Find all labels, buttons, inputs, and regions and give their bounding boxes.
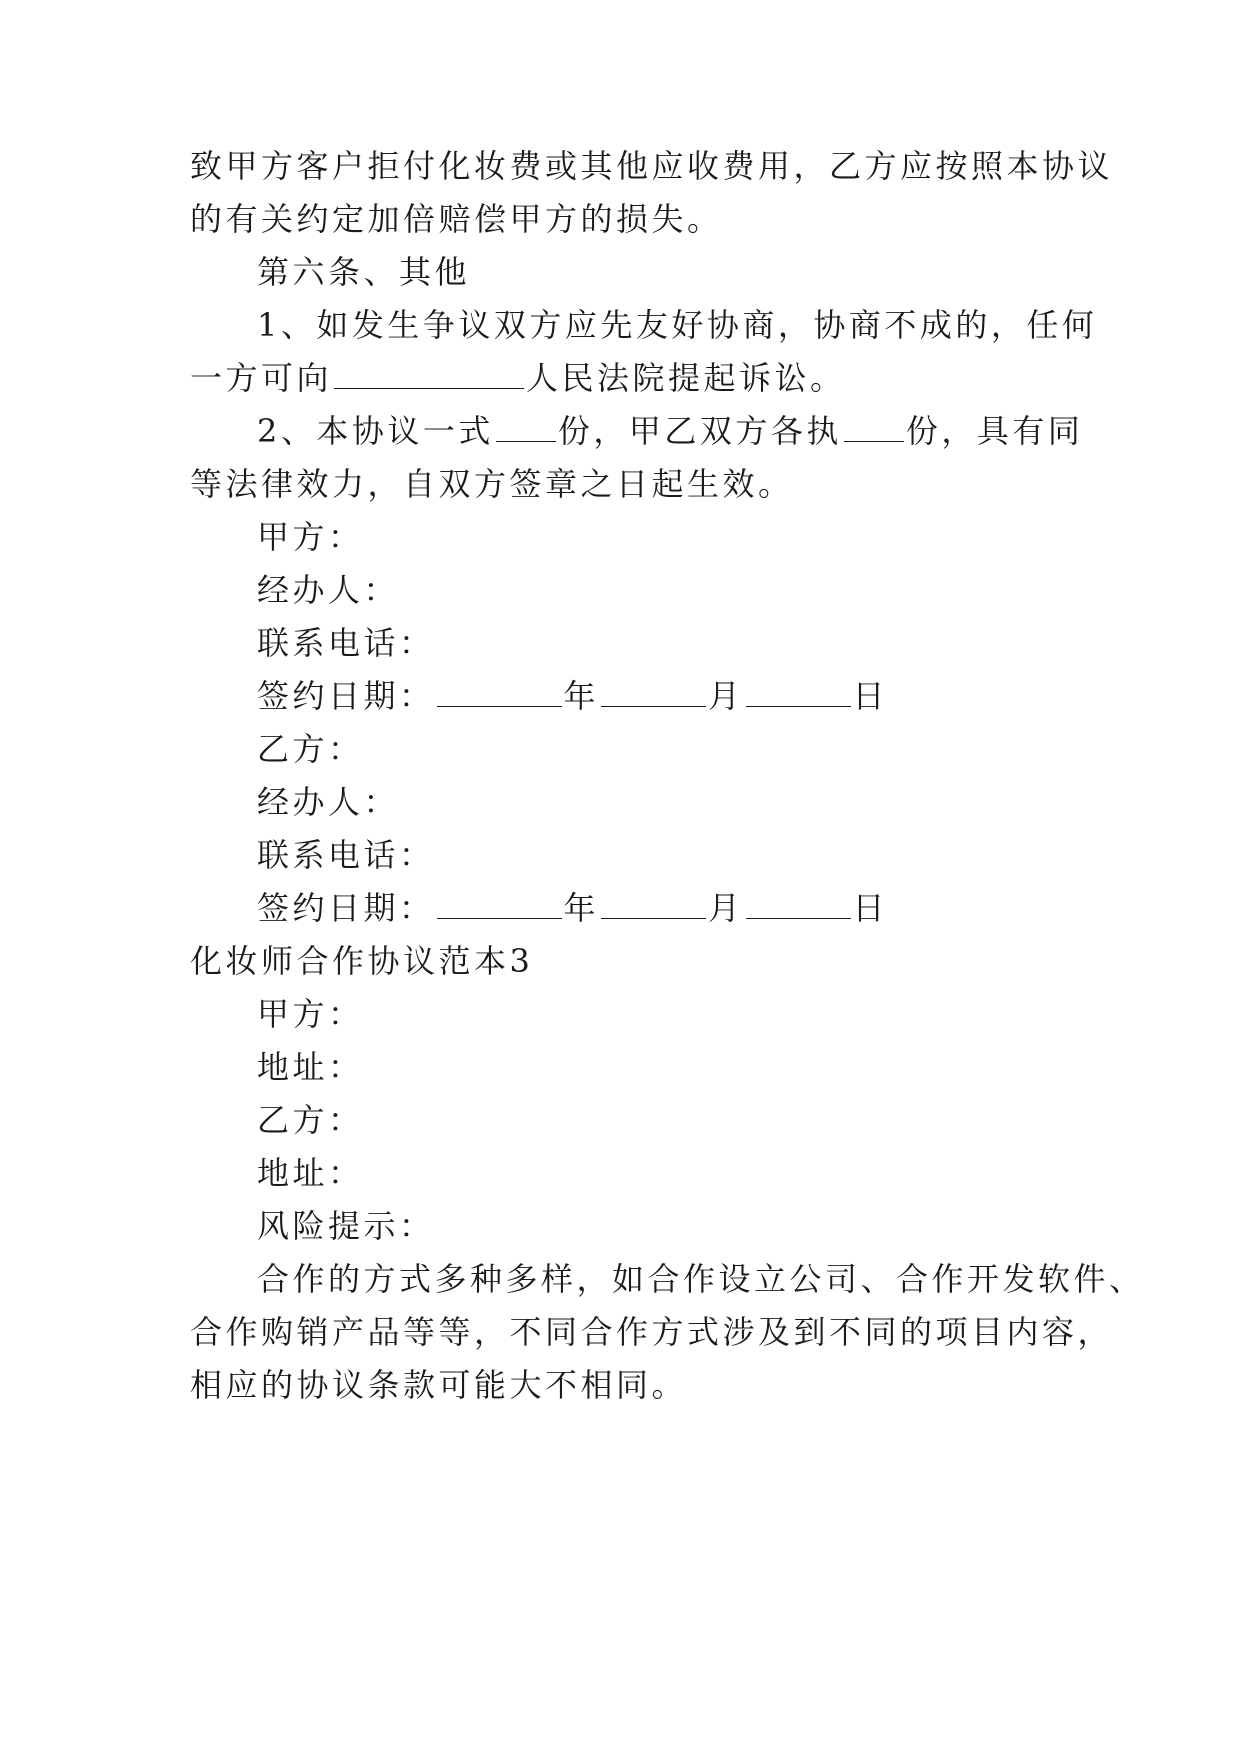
day-label: 日: [852, 677, 889, 715]
party-b-label: 乙方：: [257, 1101, 364, 1139]
year-label: 年: [563, 889, 600, 927]
section-heading: 第六条、其他: [257, 253, 471, 291]
year-label: 年: [563, 677, 600, 715]
text-line: 合作购销产品等等，不同合作方式涉及到不同的项目内容，: [190, 1313, 1114, 1351]
fill-in-blank-year: [437, 888, 562, 919]
sign-date-line: [257, 676, 888, 716]
month-label: 月: [708, 889, 744, 927]
text-segment: 2、本协议一式: [257, 412, 494, 450]
sign-date-line: [257, 888, 888, 928]
fill-in-blank-month: [601, 888, 706, 919]
party-a-label: 甲方：: [257, 518, 364, 556]
text-line: [257, 411, 1083, 451]
phone-label: 联系电话：: [257, 836, 435, 874]
handler-label: 经办人：: [257, 571, 400, 609]
fill-in-blank-copies: [496, 411, 556, 442]
text-line: 1、如发生争议双方应先友好协商，协商不成的，任何: [257, 306, 1098, 344]
party-b-label: 乙方：: [257, 730, 364, 768]
fill-in-blank-day: [746, 888, 851, 919]
document-title: 化妆师合作协议范本3: [190, 942, 534, 980]
fill-in-blank-day: [746, 676, 851, 707]
fill-in-blank-month: [601, 676, 706, 707]
text-line: 致甲方客户拒付化妆费或其他应收费用，乙方应按照本协议: [190, 147, 1114, 185]
party-a-label: 甲方：: [257, 995, 364, 1033]
fill-in-blank-year: [437, 676, 562, 707]
fill-in-blank-court: [334, 358, 524, 389]
day-label: 日: [852, 889, 889, 927]
sign-date-label: 签约日期：: [257, 889, 435, 927]
text-segment: 份，甲乙双方各执: [557, 412, 842, 450]
sign-date-label: 签约日期：: [257, 677, 435, 715]
month-label: 月: [708, 677, 744, 715]
text-segment: 份，具有同: [905, 412, 1084, 450]
text-line: 合作的方式多种多样，如合作设立公司、合作开发软件、: [257, 1260, 1145, 1298]
risk-notice-heading: 风险提示：: [257, 1207, 435, 1245]
text-line: 相应的协议条款可能大不相同。: [190, 1366, 688, 1404]
phone-label: 联系电话：: [257, 624, 435, 662]
handler-label: 经办人：: [257, 783, 400, 821]
text-segment: 一方可向: [190, 359, 333, 397]
text-line: [190, 358, 846, 398]
address-label: 地址：: [257, 1048, 364, 1086]
address-label: 地址：: [257, 1154, 364, 1192]
text-line: 等法律效力，自双方签章之日起生效。: [190, 465, 794, 503]
text-segment: 人民法院提起诉讼。: [526, 359, 846, 397]
fill-in-blank-each-copies: [844, 411, 904, 442]
text-line: 的有关约定加倍赔偿甲方的损失。: [190, 200, 723, 238]
